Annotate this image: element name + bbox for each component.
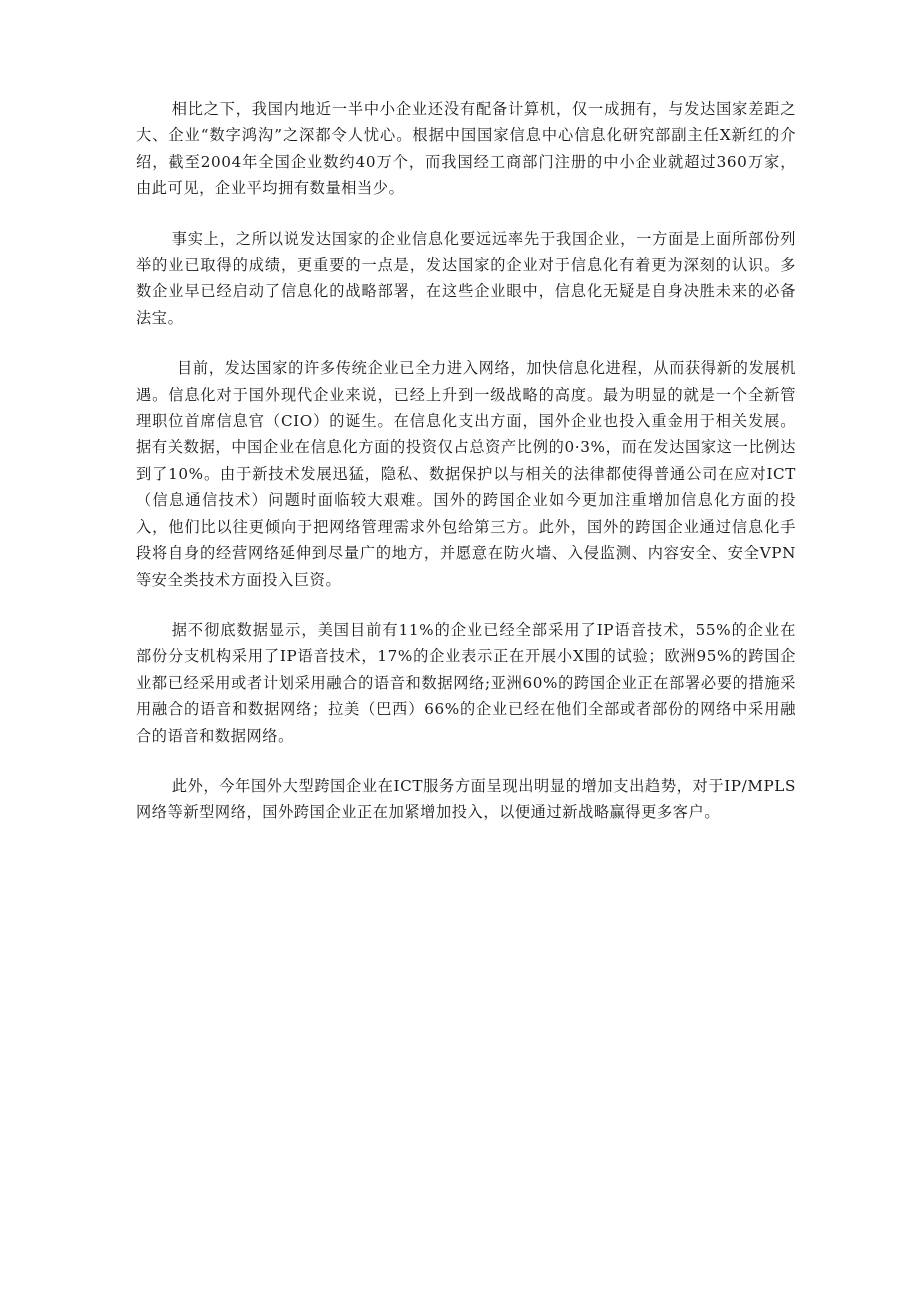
paragraph-5: 此外，今年国外大型跨国企业在ICT服务方面呈现出明显的增加支出趋势，对于IP/MPLS网络等新型网络，国外跨国企业正在加紧增加投入，以便通过新战略赢得更多客户。 xyxy=(136,776,796,822)
paragraph-1: 相比之下，我国内地近一半中小企业还没有配备计算机，仅一成拥有，与发达国家差距之大、企业“数字鸿沟”之深都令人忧心。根据中国国家信息中心信息化研究部副主任X新红的介绍，截至2004年全国企业数约40万个，而我国经工商部门注册的中小企业就超过360万家，由此可见，企业平均拥有数量相当少。 xyxy=(136,100,796,198)
paragraph-4: 据不彻底数据显示，美国目前有11%的企业已经全部采用了IP语音技术，55%的企业在部份分支机构采用了IP语音技术，17%的企业表示正在开展小X围的试验；欧洲95%的跨国企业都已经采用或者计划采用融合的语音和数据网络;亚洲60%的跨国企业正在部署必要的措施采用融合的语音和数据网络；拉美（巴西）66%的企业已经在他们全部或者部份的网络中采用融合的语音和数据网络。 xyxy=(136,620,796,745)
document-body xyxy=(136,96,796,850)
paragraph-2: 事实上，之所以说发达国家的企业信息化要远远率先于我国企业，一方面是上面所部份列举的业已取得的成绩，更重要的一点是，发达国家的企业对于信息化有着更为深刻的认识。多数企业早已经启动了信息化的战略部署，在这些企业眼中，信息化无疑是自身决胜未来的必备法宝。 xyxy=(136,229,796,327)
paragraph-3: 目前，发达国家的许多传统企业已全力进入网络，加快信息化进程，从而获得新的发展机遇。信息化对于国外现代企业来说，已经上升到一级战略的高度。最为明显的就是一个全新管理职位首席信息官（CIO）的诞生。在信息化支出方面，国外企业也投入重金用于相关发展。据有关数据，中国企业在信息化方面的投资仅占总资产比例的0·3%，而在发达国家这一比例达到了10%。由于新技术发展迅猛，隐私、数据保护以与相关的法律都使得普通公司在应对ICT（信息通信技术）问题时面临较大艰难。国外的跨国企业如今更加注重增加信息化方面的投入，他们比以往更倾向于把网络管理需求外包给第三方。此外，国外的跨国企业通过信息化手段将自身的经营网络延伸到尽量广的地方，并愿意在防火墙、入侵监测、内容安全、安全VPN等安全类技术方面投入巨资。 xyxy=(136,359,796,589)
